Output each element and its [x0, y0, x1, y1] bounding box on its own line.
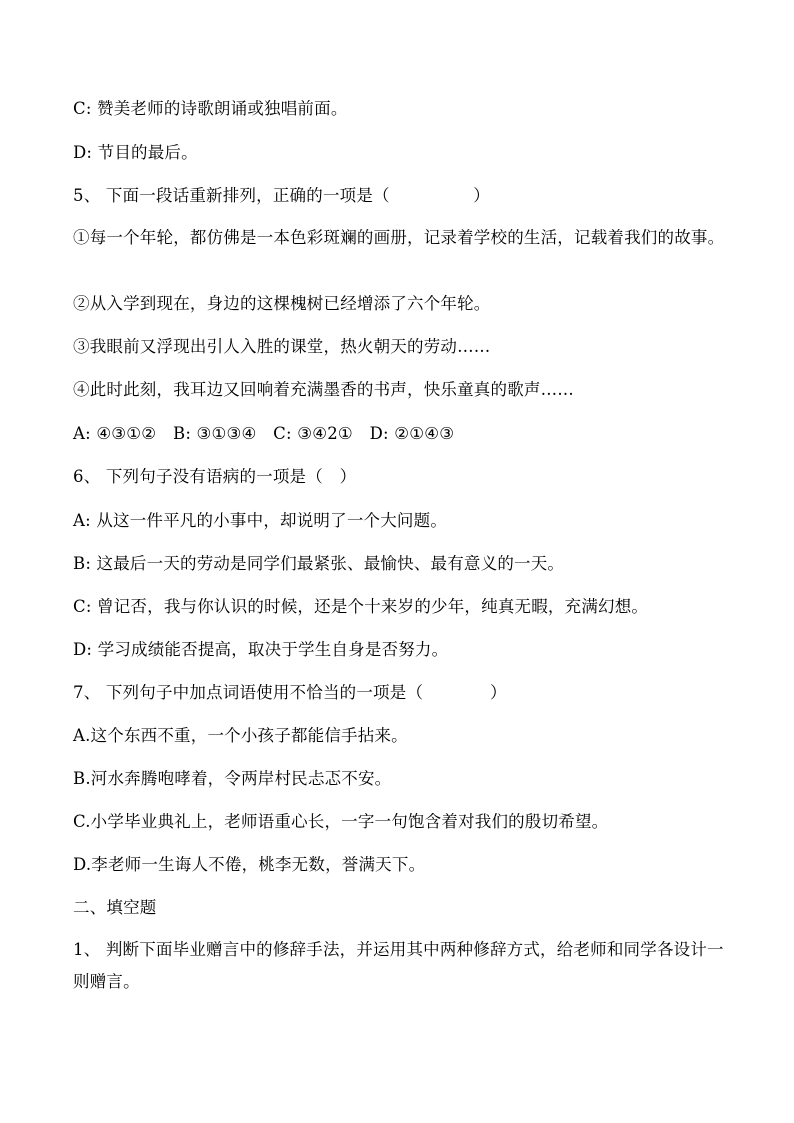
question-7-option-b: B.河水奔腾咆哮着，令两岸村民忐忑不安。 [73, 769, 392, 788]
fill-question-1: 1、 判断下面毕业赠言中的修辞手法，并运用其中两种修辞方式，给老师和同学各设计一则赠言。 [73, 940, 724, 991]
question-6-option-b: B: 这最后一天的劳动是同学们最紧张、最愉快、最有意义的一天。 [73, 554, 565, 573]
sentence-1: ①每一个年轮，都仿佛是一本色彩斑斓的画册，记录着学校的生活，记载着我们的故事。 [73, 228, 725, 247]
question-7: 7、 下列句子中加点词语使用不恰当的一项是（ ） [73, 683, 507, 702]
sentence-3: ③我眼前又浮现出引人入胜的课堂，热火朝天的劳动…… [73, 337, 491, 356]
sentence-4: ④此时此刻，我耳边又回响着充满墨香的书声，快乐童真的歌声…… [73, 380, 574, 399]
question-5: 5、 下面一段话重新排列，正确的一项是（ ） [73, 186, 490, 205]
question-7-option-a: A.这个东西不重，一个小孩子都能信手拈来。 [73, 726, 408, 745]
question-6: 6、 下列句子没有语病的一项是（ ） [73, 467, 357, 486]
question-7-option-c: C.小学毕业典礼上，老师语重心长，一字一句饱含着对我们的殷切希望。 [73, 812, 609, 831]
section-heading: 二、填空题 [73, 898, 157, 917]
question-6-option-c: C: 曾记否，我与你认识的时候，还是个十来岁的少年，纯真无暇，充满幻想。 [73, 597, 649, 616]
option-c-line: C: 赞美老师的诗歌朗诵或独唱前面。 [73, 99, 348, 118]
question-6-option-d: D: 学习成绩能否提高，取决于学生自身是否努力。 [73, 640, 449, 659]
question-5-options: A: ④③①② B: ③①③④ C: ③④2① D: ②①④③ [73, 424, 455, 443]
question-6-option-a: A: 从这一件平凡的小事中，却说明了一个大问题。 [73, 511, 448, 530]
question-7-option-d: D.李老师一生诲人不倦，桃李无数，誉满天下。 [73, 855, 426, 874]
option-d-line: D: 节目的最后。 [73, 143, 198, 162]
sentence-2: ②从入学到现在，身边的这棵槐树已经增添了六个年轮。 [73, 294, 491, 313]
